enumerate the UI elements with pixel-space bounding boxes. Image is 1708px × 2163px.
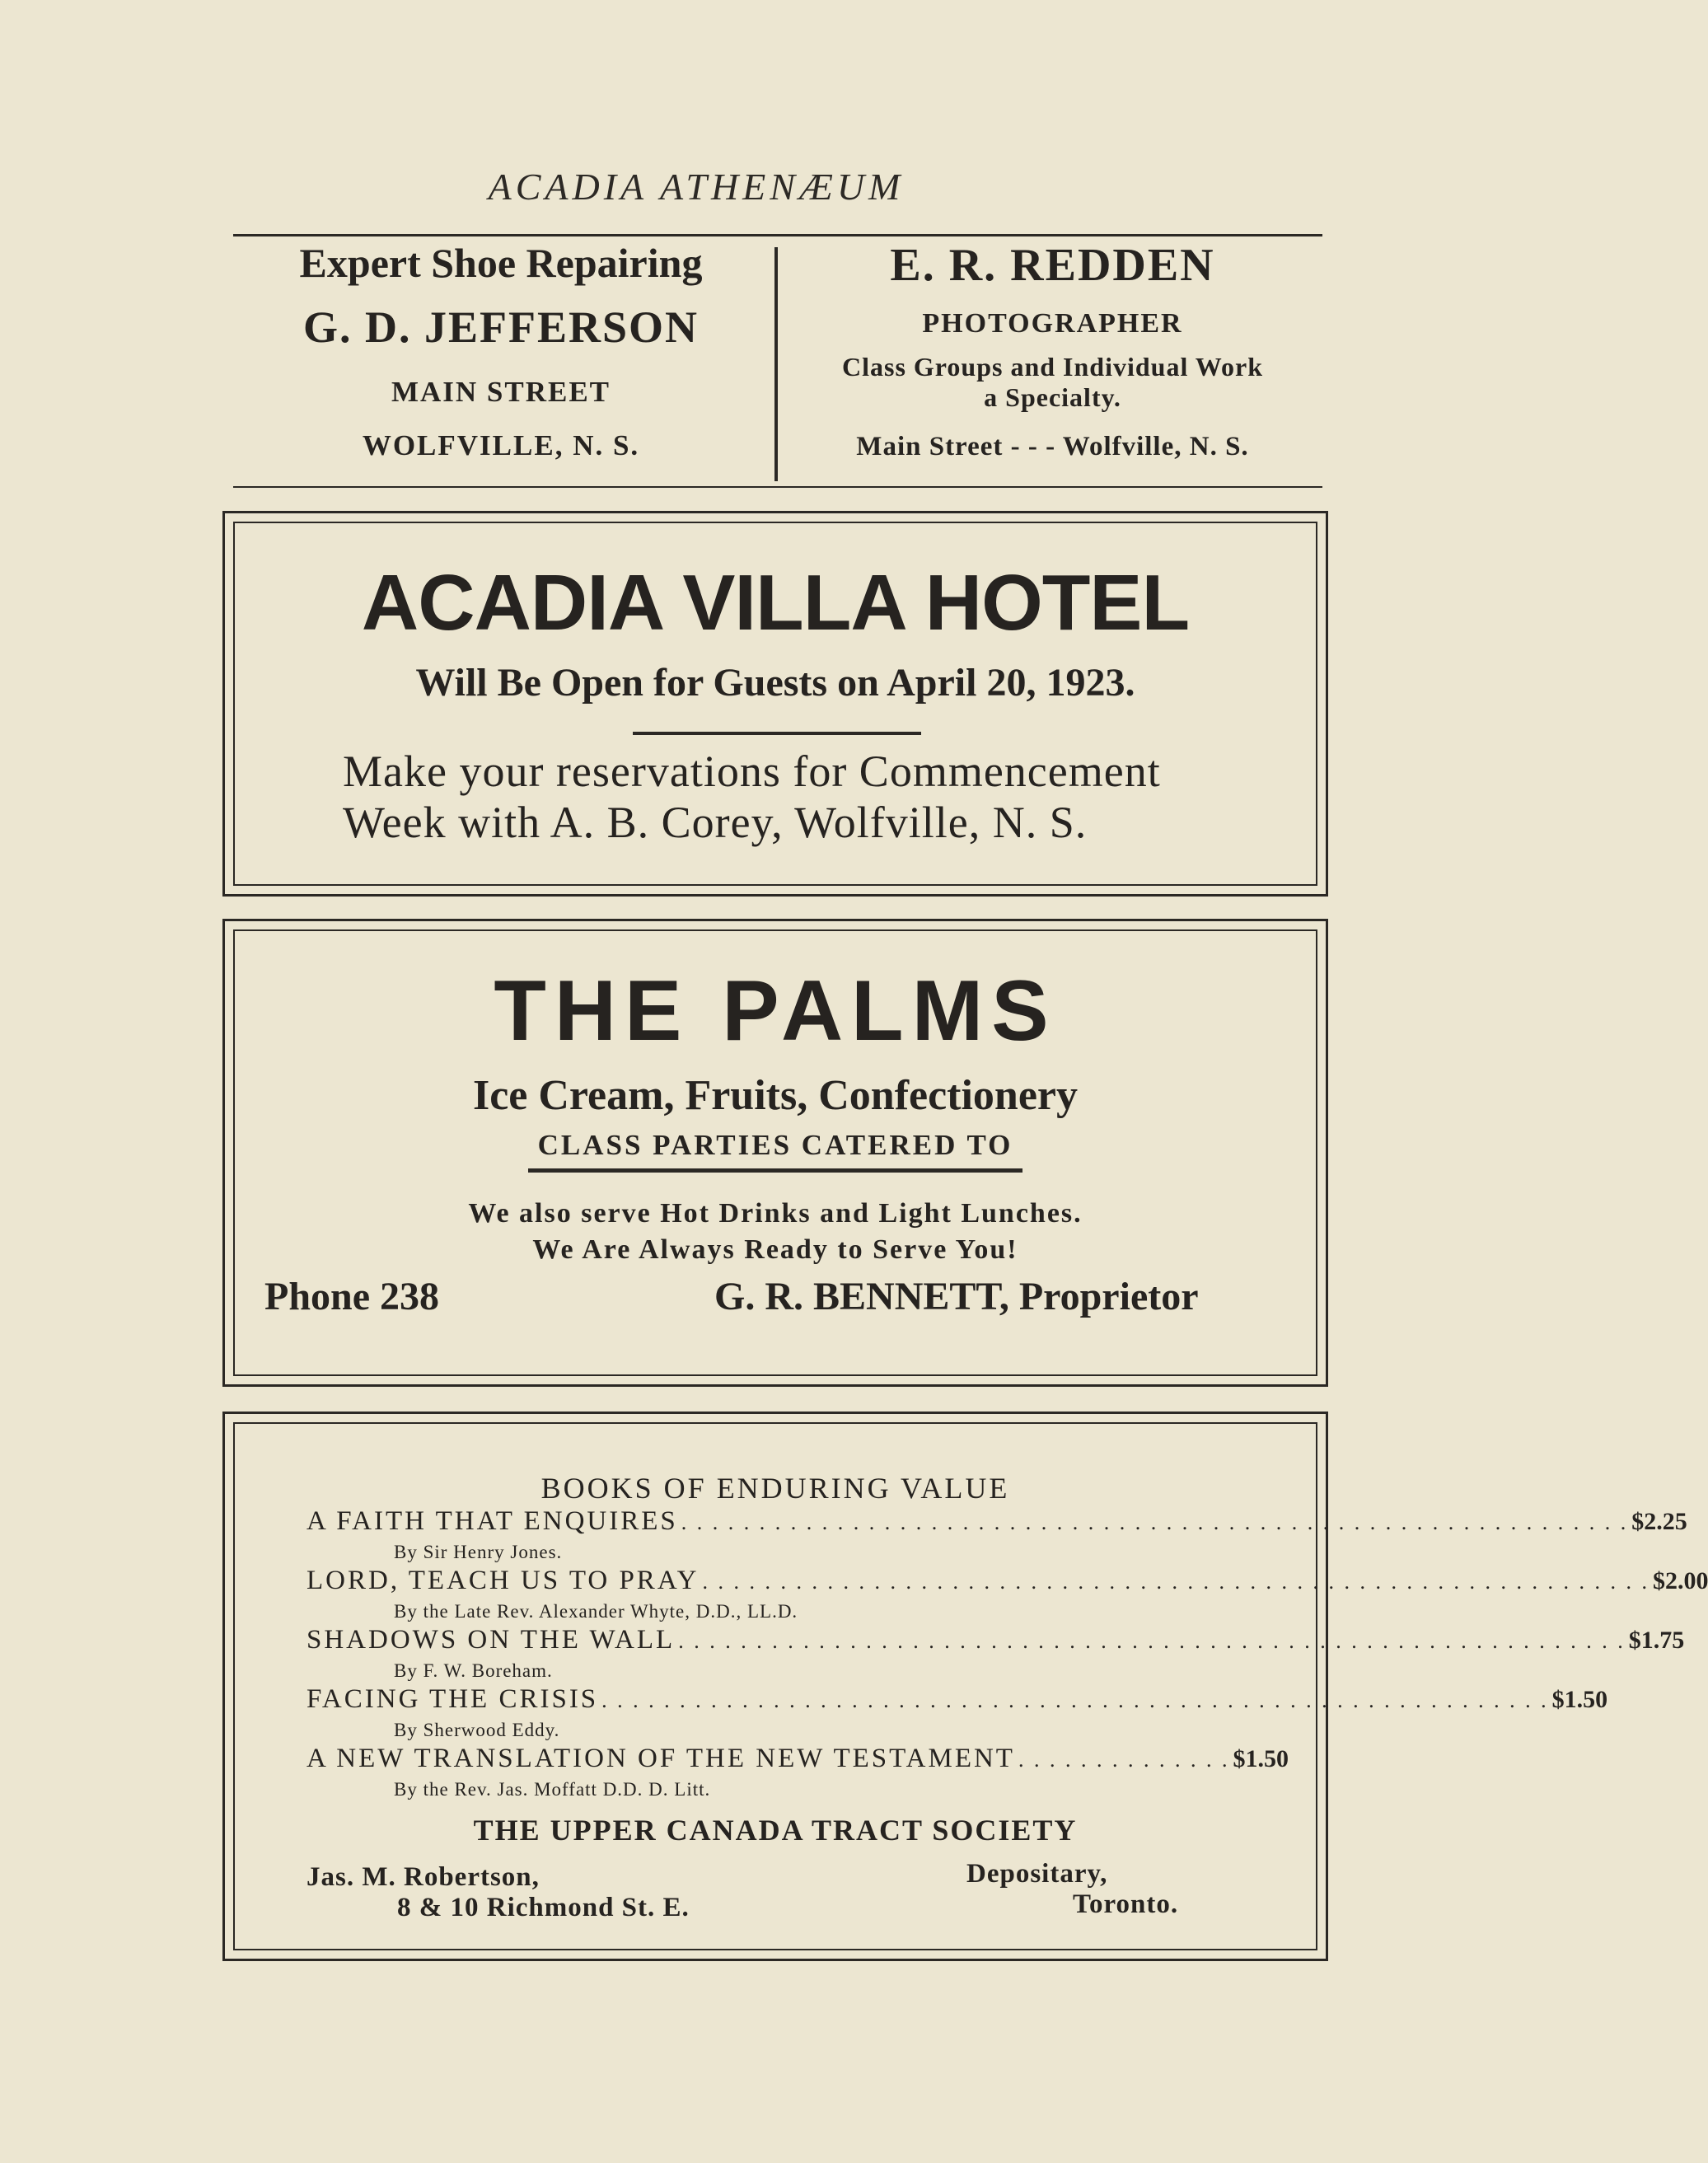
shoe-repair-town: WOLFVILLE, N. S. [362,429,640,461]
bottom-rule [233,486,1322,488]
publisher-name: THE UPPER CANADA TRACT SOCIETY [473,1814,1078,1847]
hotel-opening: Will Be Open for Guests on April 20, 1923. [415,661,1135,705]
book-title: A FAITH THAT ENQUIRES [307,1506,678,1536]
hotel-name: ACADIA VILLA HOTEL [361,559,1190,647]
agent-city: Toronto. [1073,1889,1179,1919]
book-price: $1.50 [1233,1745,1289,1772]
leader-dots: . . . . . . . . . . . . . . . . . . . . . . . . . . . . . . . . . . . . . . . . . . . . . . . . . . . . . . . . . . . . . [702,1570,1650,1594]
book-author: By Sherwood Eddy. [394,1720,560,1740]
book-row-3 [307,1625,1685,1655]
photographer-name: E. R. REDDEN [890,240,1215,291]
book-title: LORD, TEACH US TO PRAY [307,1566,700,1595]
book-row-4 [307,1684,1608,1715]
book-price: $2.25 [1631,1508,1687,1535]
hotel-line-1: Make your reservations for Commencement [343,747,1161,796]
book-price: $2.00 [1652,1567,1708,1594]
leader-dots: . . . . . . . . . . . . . . . . . . . . . . . . . . . . . . . . . . . . . . . . . . . . . . . . . . . . . . . . . . . . . [681,1510,1629,1534]
shoe-repair-heading: Expert Shoe Repairing [299,240,703,286]
book-author: By F. W. Boreham. [394,1660,553,1681]
book-row-2 [307,1566,1708,1596]
book-title: SHADOWS ON THE WALL [307,1625,676,1655]
photographer-address: Main Street - - - Wolfville, N. S. [856,432,1249,461]
palms-ad [222,919,1328,1387]
book-author: By the Late Rev. Alexander Whyte, D.D., LL.D. [394,1601,798,1622]
photographer-specialty-1: Class Groups and Individual Work [841,352,1264,382]
agent-name: Jas. M. Robertson, [307,1862,540,1892]
book-title: FACING THE CRISIS [307,1684,599,1714]
agent-role: Depositary, [966,1859,1108,1889]
book-price: $1.50 [1551,1686,1608,1713]
hotel-line-2: Week with A. B. Corey, Wolfville, N. S. [343,798,1088,847]
book-price: $1.75 [1628,1627,1685,1654]
hotel-divider [633,732,921,735]
top-ad-block [0,0,1392,494]
palms-divider [528,1168,1022,1173]
shoe-repair-street: MAIN STREET [391,376,611,408]
palms-catering: CLASS PARTIES CATERED TO [537,1129,1013,1161]
leader-dots: . . . . . . . . . . . . . . [1018,1748,1230,1772]
photographer-trade: PHOTOGRAPHER [922,308,1183,339]
book-title: A NEW TRANSLATION OF THE NEW TESTAMENT [307,1744,1015,1773]
book-row-1 [307,1506,1687,1537]
palms-proprietor: G. R. BENNETT, Proprietor [714,1275,1199,1318]
palms-name: THE PALMS [494,963,1057,1059]
leader-dots: . . . . . . . . . . . . . . . . . . . . . . . . . . . . . . . . . . . . . . . . . . . . . . . . . . . . . . . . . . . . . [678,1629,1626,1653]
top-rule [233,234,1322,236]
column-divider [774,247,778,481]
agent-address: 8 & 10 Richmond St. E. [397,1893,690,1922]
palms-phone: Phone 238 [264,1275,440,1318]
leader-dots: . . . . . . . . . . . . . . . . . . . . . . . . . . . . . . . . . . . . . . . . . . . . . . . . . . . . . . . . . . . . . [601,1688,1549,1712]
photographer-specialty-2: a Specialty. [984,382,1121,412]
palms-line-1: We also serve Hot Drinks and Light Lunches. [468,1198,1083,1229]
shoe-repair-name: G. D. JEFFERSON [302,302,700,352]
palms-offerings: Ice Cream, Fruits, Confectionery [472,1072,1079,1119]
palms-line-2: We Are Always Ready to Serve You! [532,1234,1018,1265]
hotel-ad [222,511,1328,897]
book-author: By Sir Henry Jones. [394,1542,563,1562]
running-head: ACADIA ATHENÆUM [488,166,905,208]
books-heading: BOOKS OF ENDURING VALUE [540,1472,1010,1505]
book-author: By the Rev. Jas. Moffatt D.D. D. Litt. [394,1779,711,1800]
book-row-5 [307,1744,1289,1774]
